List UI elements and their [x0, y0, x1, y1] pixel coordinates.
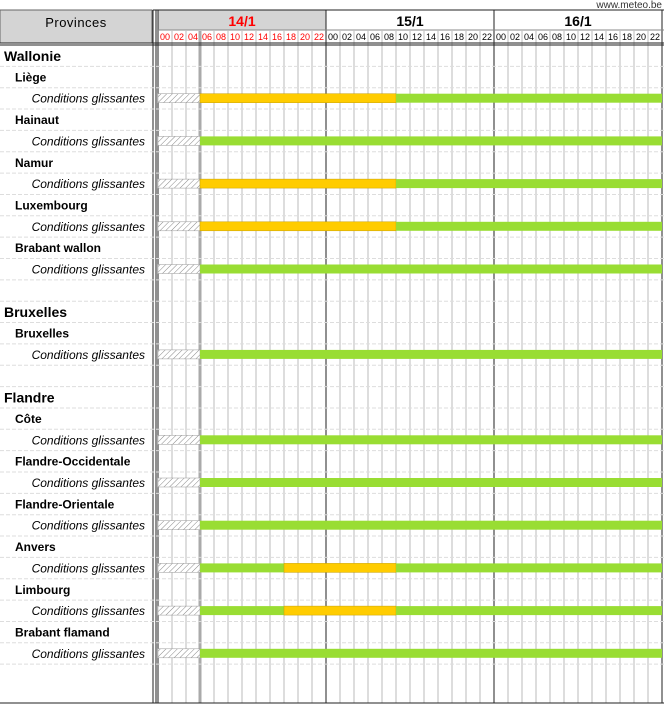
- header-label: Provinces: [45, 15, 107, 30]
- ok-bar: [396, 94, 662, 103]
- province-label: Luxembourg: [15, 198, 88, 213]
- hour-label: 00: [495, 32, 507, 42]
- hour-label: 14: [425, 32, 437, 42]
- ok-bar: [200, 478, 662, 487]
- province-label: Hainaut: [15, 113, 60, 128]
- past-segment: [158, 478, 200, 487]
- hour-label: 18: [285, 32, 297, 42]
- hour-label: 22: [481, 32, 493, 42]
- province-label: Brabant flamand: [15, 625, 110, 640]
- ok-bar: [396, 606, 662, 615]
- condition-label: Conditions glissantes: [31, 262, 145, 277]
- condition-label: Conditions glissantes: [31, 347, 145, 362]
- hour-label: 16: [439, 32, 451, 42]
- hour-label: 18: [453, 32, 465, 42]
- region-label: Wallonie: [4, 48, 62, 64]
- day-label: 15/1: [396, 13, 424, 29]
- condition-label: Conditions glissantes: [31, 134, 145, 149]
- condition-label: Conditions glissantes: [31, 177, 145, 192]
- hour-label: 04: [187, 32, 199, 42]
- region-label: Flandre: [4, 389, 55, 406]
- hour-label: 22: [313, 32, 325, 42]
- hour-label: 16: [271, 32, 283, 42]
- ok-bar: [200, 136, 662, 145]
- province-label: Namur: [15, 155, 54, 170]
- hour-label: 20: [299, 32, 311, 42]
- hour-label: 20: [467, 32, 479, 42]
- condition-label: Conditions glissantes: [31, 604, 145, 619]
- hour-label: 06: [537, 32, 549, 42]
- warning-bar: [200, 179, 396, 188]
- ok-bar: [200, 649, 662, 658]
- past-segment: [158, 222, 200, 231]
- ok-bar: [396, 563, 662, 572]
- hour-label: 00: [159, 32, 171, 42]
- past-segment: [158, 521, 200, 530]
- warning-bar: [284, 563, 396, 572]
- hour-label: 18: [621, 32, 633, 42]
- hour-label: 08: [383, 32, 395, 42]
- condition-label: Conditions glissantes: [31, 219, 145, 234]
- past-segment: [158, 265, 200, 274]
- condition-label: Conditions glissantes: [31, 433, 145, 448]
- warning-bar: [284, 606, 396, 615]
- hour-label: 12: [411, 32, 423, 42]
- condition-label: Conditions glissantes: [31, 646, 145, 661]
- ok-bar: [396, 222, 662, 231]
- hour-label: 08: [215, 32, 227, 42]
- hour-label: 14: [257, 32, 269, 42]
- past-segment: [158, 606, 200, 615]
- hour-label: 04: [355, 32, 367, 42]
- past-segment: [158, 435, 200, 444]
- province-label: Bruxelles: [15, 326, 70, 341]
- hour-label: 12: [243, 32, 255, 42]
- warning-bar: [200, 94, 396, 103]
- hour-label: 16: [607, 32, 619, 42]
- hour-label: 22: [649, 32, 661, 42]
- province-label: Limbourg: [15, 582, 71, 597]
- hour-label: 08: [551, 32, 563, 42]
- province-label: Flandre-Orientale: [15, 497, 115, 512]
- past-segment: [158, 649, 200, 658]
- day-label: 16/1: [564, 13, 592, 29]
- hour-label: 14: [593, 32, 605, 42]
- hour-label: 10: [397, 32, 409, 42]
- province-label: Liège: [15, 70, 47, 85]
- hour-label: 02: [173, 32, 185, 42]
- hour-label: 06: [201, 32, 213, 42]
- condition-label: Conditions glissantes: [31, 91, 145, 106]
- past-segment: [158, 94, 200, 103]
- past-segment: [158, 136, 200, 145]
- hour-label: 02: [509, 32, 521, 42]
- hour-label: 02: [341, 32, 353, 42]
- ok-bar: [200, 350, 662, 359]
- hour-label: 20: [635, 32, 647, 42]
- ok-bar: [200, 563, 284, 572]
- province-label: Côte: [15, 411, 42, 426]
- hour-label: 00: [327, 32, 339, 42]
- province-label: Flandre-Occidentale: [15, 454, 131, 469]
- hour-label: 10: [565, 32, 577, 42]
- hour-label: 12: [579, 32, 591, 42]
- hour-label: 10: [229, 32, 241, 42]
- province-label: Anvers: [15, 540, 56, 555]
- ok-bar: [200, 435, 662, 444]
- ok-bar: [396, 179, 662, 188]
- hour-label: 04: [523, 32, 535, 42]
- warning-bar: [200, 222, 396, 231]
- ok-bar: [200, 606, 284, 615]
- province-label: Brabant wallon: [15, 241, 102, 256]
- condition-label: Conditions glissantes: [31, 476, 145, 490]
- condition-label: Conditions glissantes: [31, 561, 145, 576]
- day-label: 14/1: [228, 13, 256, 29]
- past-segment: [158, 563, 200, 572]
- hour-label: 06: [369, 32, 381, 42]
- region-label: Bruxelles: [4, 304, 68, 321]
- source-label: www.meteo.be: [596, 0, 662, 11]
- past-segment: [158, 179, 200, 188]
- condition-label: Conditions glissantes: [31, 518, 145, 533]
- past-segment: [158, 350, 200, 359]
- ok-bar: [200, 265, 662, 274]
- ok-bar: [200, 521, 662, 530]
